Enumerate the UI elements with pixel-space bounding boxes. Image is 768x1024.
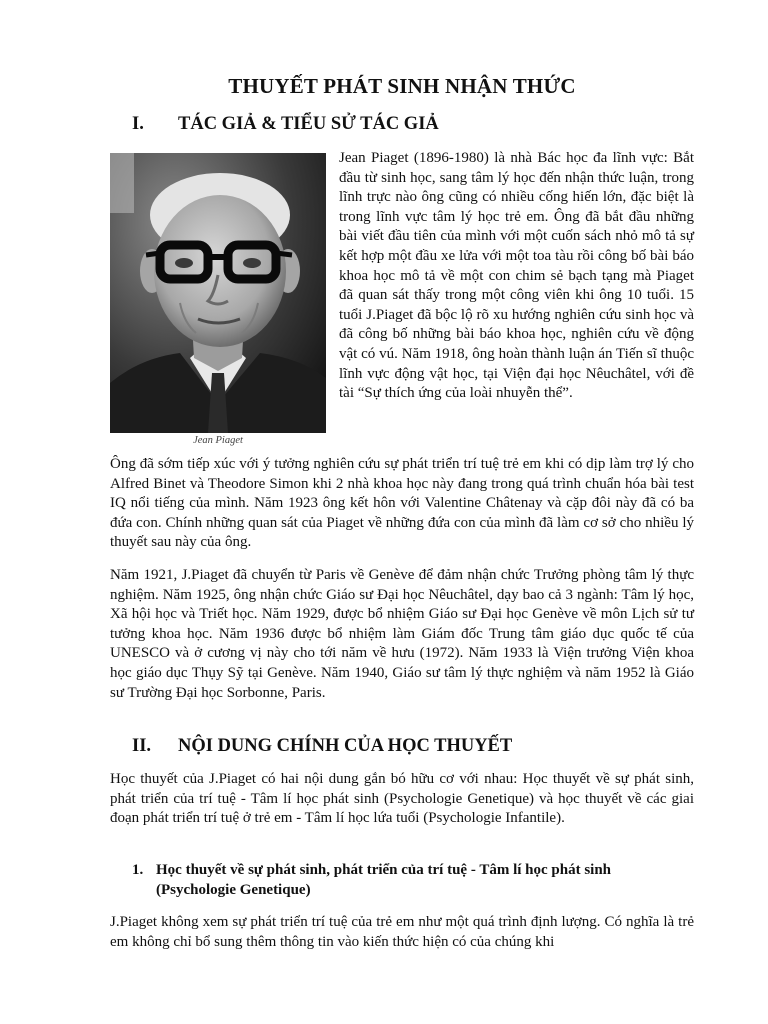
paragraph-early-career: Ông đã sớm tiếp xúc với ý tưởng nghiên cứu sự phát triển trí tuệ trẻ em khi có dịp làm trợ lý cho Alfred Binet và Theodore Simon khi 2 nhà khoa học này đang trong quá trình chuẩn hóa bài test IQ nổi tiếng của mình. Năm 1923 ông kết hôn với Valentine Châtenay và cặp đôi này đã có ba đứa con. Chính những quan sát của Piaget về những đứa con của mình đã làm cơ sở cho nhiều lý thuyết sau này của ông.	[110, 456, 694, 551]
paragraph-development: J.Piaget không xem sự phát triển trí tuệ của trẻ em như một quá trình định lượng. Có nghĩa là trẻ em không chỉ bổ sung thêm thông tin vào kiến thức hiện có của chúng khi	[110, 914, 694, 950]
section-1-title: TÁC GIẢ & TIỂU SỬ TÁC GIẢ	[178, 114, 439, 134]
section-2-number: II.	[132, 736, 152, 756]
document-title: THUYẾT PHÁT SINH NHẬN THỨC	[228, 74, 576, 98]
subsection-1-number: 1.	[132, 862, 144, 878]
section-2-heading	[132, 736, 512, 757]
section-1-number: I.	[132, 114, 144, 134]
portrait-photo	[110, 153, 326, 433]
subsection-1-heading	[132, 861, 694, 900]
section-2-title: NỘI DUNG CHÍNH CỦA HỌC THUYẾT	[178, 736, 513, 756]
portrait-figure	[110, 153, 326, 446]
intro-paragraph: Jean Piaget (1896-1980) là nhà Bác học đa lĩnh vực: Bắt đầu từ sinh học, sang tâm lý học đến nhận thức luận, trong lĩnh trực nào ông cũng có nhiều cống hiến lớn, đặc biệt là trong lĩnh vực tâm lý học trẻ em. Ông đã bắt đầu những bài viết đầu tiên của mình với một cuốn sách nhỏ mô tả sự kết hợp một đầu xe lửa với một toa tàu rồi công bố bài báo khoa học mô tả về một con chim sẻ bạch tạng mà Piaget đã quan sát thấy trong một công viên khi ông 10 tuổi. 15 tuổi J.Piaget đã bộc lộ rõ xu hướng nghiên cứu sinh học và đã công bố những bài báo khoa học, nghiên cứu về động vật có vú. Năm 1918, ông hoàn thành luận án Tiến sĩ thuộc lĩnh vực động vật học, tại Viện đại học Nêuchâtel, với đề tài “Sự thích ứng của loài nhuyễn thể”.	[339, 150, 694, 402]
paragraph-theory-overview: Học thuyết của J.Piaget có hai nội dung gắn bó hữu cơ với nhau: Học thuyết về sự phát sinh, phát triển của trí tuệ - Tâm lí học phát sinh (Psychologie Genetique) và học thuyết về các giai đoạn phát triển trí tuệ ở trẻ em - Tâm lí học lứa tuổi (Psychologie Infantile).	[110, 771, 694, 827]
portrait-caption: Jean Piaget	[193, 435, 243, 446]
paragraph-positions: Năm 1921, J.Piaget đã chuyển từ Paris về Genève để đảm nhận chức Trưởng phòng tâm lý thực nghiệm. Năm 1925, ông nhận chức Giáo sư Đại học Nêuchâtel, dạy bao cả 3 ngành: Tâm lý học, Xã hội học và Triết học. Năm 1929, được bổ nhiệm Giáo sư Đại học Genève về môn Lịch sử tư tưởng khoa học. Năm 1936 được bổ nhiệm làm Giám đốc Trung tâm giáo dục quốc tế của UNESCO và ở cương vị này cho tới năm về hưu (1972). Năm 1933 là Viện trưởng Viện khoa học giáo dục Thụy Sỹ tại Genève. Năm 1940, Giáo sư tâm lý thực nghiệm và năm 1952 là Giáo sư Trường Đại học Sorbonne, Paris.	[110, 567, 694, 701]
section-1-heading	[132, 114, 439, 135]
subsection-1-title: Học thuyết về sự phát sinh, phát triển của trí tuệ - Tâm lí học phát sinh (Psychologie Genetique)	[156, 862, 612, 898]
